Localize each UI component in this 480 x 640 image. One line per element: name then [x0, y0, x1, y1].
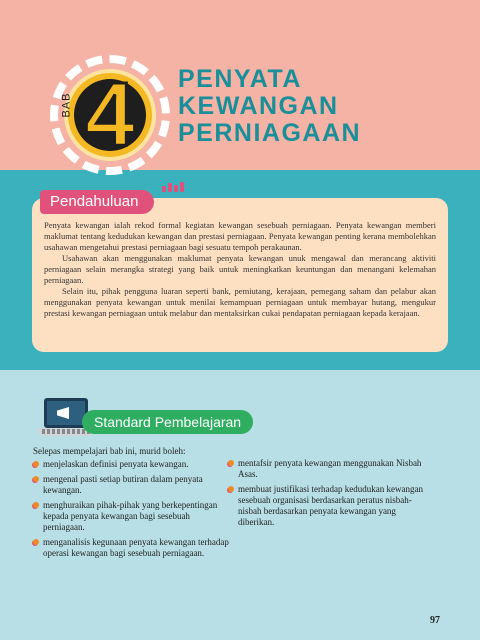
chapter-label: BAB	[60, 92, 73, 118]
bullet-icon	[33, 476, 39, 482]
chapter-title	[178, 66, 468, 147]
objectives-right	[228, 458, 426, 532]
bullet-icon	[33, 461, 39, 467]
chapter-title-line: KEWANGAN	[178, 92, 339, 120]
list-item: mentafsir penyata kewangan menggunakan Nisbah Asas.	[228, 458, 426, 480]
list-item: menghuraikan pihak-pihak yang berkepentingan kepada penyata kewangan bagi sesebuah perniagaan.	[33, 500, 233, 533]
intro-paragraph: Penyata kewangan ialah rekod formal kegiatan kewangan sesebuah perniagaan. Penyata kewangan memberi maklumat tentang kedudukan kewangan dan prestasi perniagaan. Penyata kewangan penting kerana membolehkan usahawan mengetahui prestasi perniagaan bagi sesuatu tempoh perakaunan.	[44, 220, 436, 252]
bullet-icon	[33, 539, 39, 545]
list-item: menganalisis kegunaan penyata kewangan terhadap operasi kewangan bagi sesebuah perniagaan.	[33, 537, 233, 559]
tag-stripes-icon	[162, 182, 184, 192]
bullet-icon	[228, 460, 234, 466]
objectives-left	[33, 459, 233, 563]
list-item: membuat justifikasi terhadap kedudukan kewangan sesebuah organisasi berdasarkan peratus nisbah-nisbah berdasarkan penyata kewangan yang diberikan.	[228, 484, 426, 528]
bullet-icon	[228, 486, 234, 492]
standard-lead: Selepas mempelajari bab ini, murid boleh:	[33, 446, 186, 456]
intro-paragraph: Usahawan akan menggunakan maklumat penyata kewangan unuk mengawal dan merancang aktiviti perniagaan selain merangka strategi yang baik untuk meningkatkan keuntungan dan menangani kelemahan perniagaan.	[44, 253, 436, 285]
chapter-title-line: PENYATA	[178, 65, 302, 93]
chapter-title-line: PERNIAGAAN	[178, 119, 362, 147]
intro-paragraph: Selain itu, pihak pengguna luaran seperti bank, pemiutang, kerajaan, pemegang saham dan pelabur akan menggunakan penyata kewangan untuk menilai kemampuan perniagaan untuk membayar hutang, mengukur prestasi kewangan perniagaan untuk melabur dan mentaksirkan cukai pendapatan perniagaan kepada kerajaan.	[44, 286, 436, 318]
intro-heading	[40, 190, 154, 214]
chapter-number: 4	[84, 65, 136, 165]
intro-heading-text: Pendahuluan	[50, 193, 139, 210]
page-number: 97	[430, 615, 440, 626]
list-item: mengenal pasti setiap butiran dalam penyata kewangan.	[33, 474, 233, 496]
intro-box	[32, 198, 448, 352]
bullet-icon	[33, 502, 39, 508]
list-item: menjelaskan definisi penyata kewangan.	[33, 459, 233, 470]
chapter-badge	[50, 55, 170, 175]
standard-heading: Standard Pembelajaran	[82, 410, 253, 434]
